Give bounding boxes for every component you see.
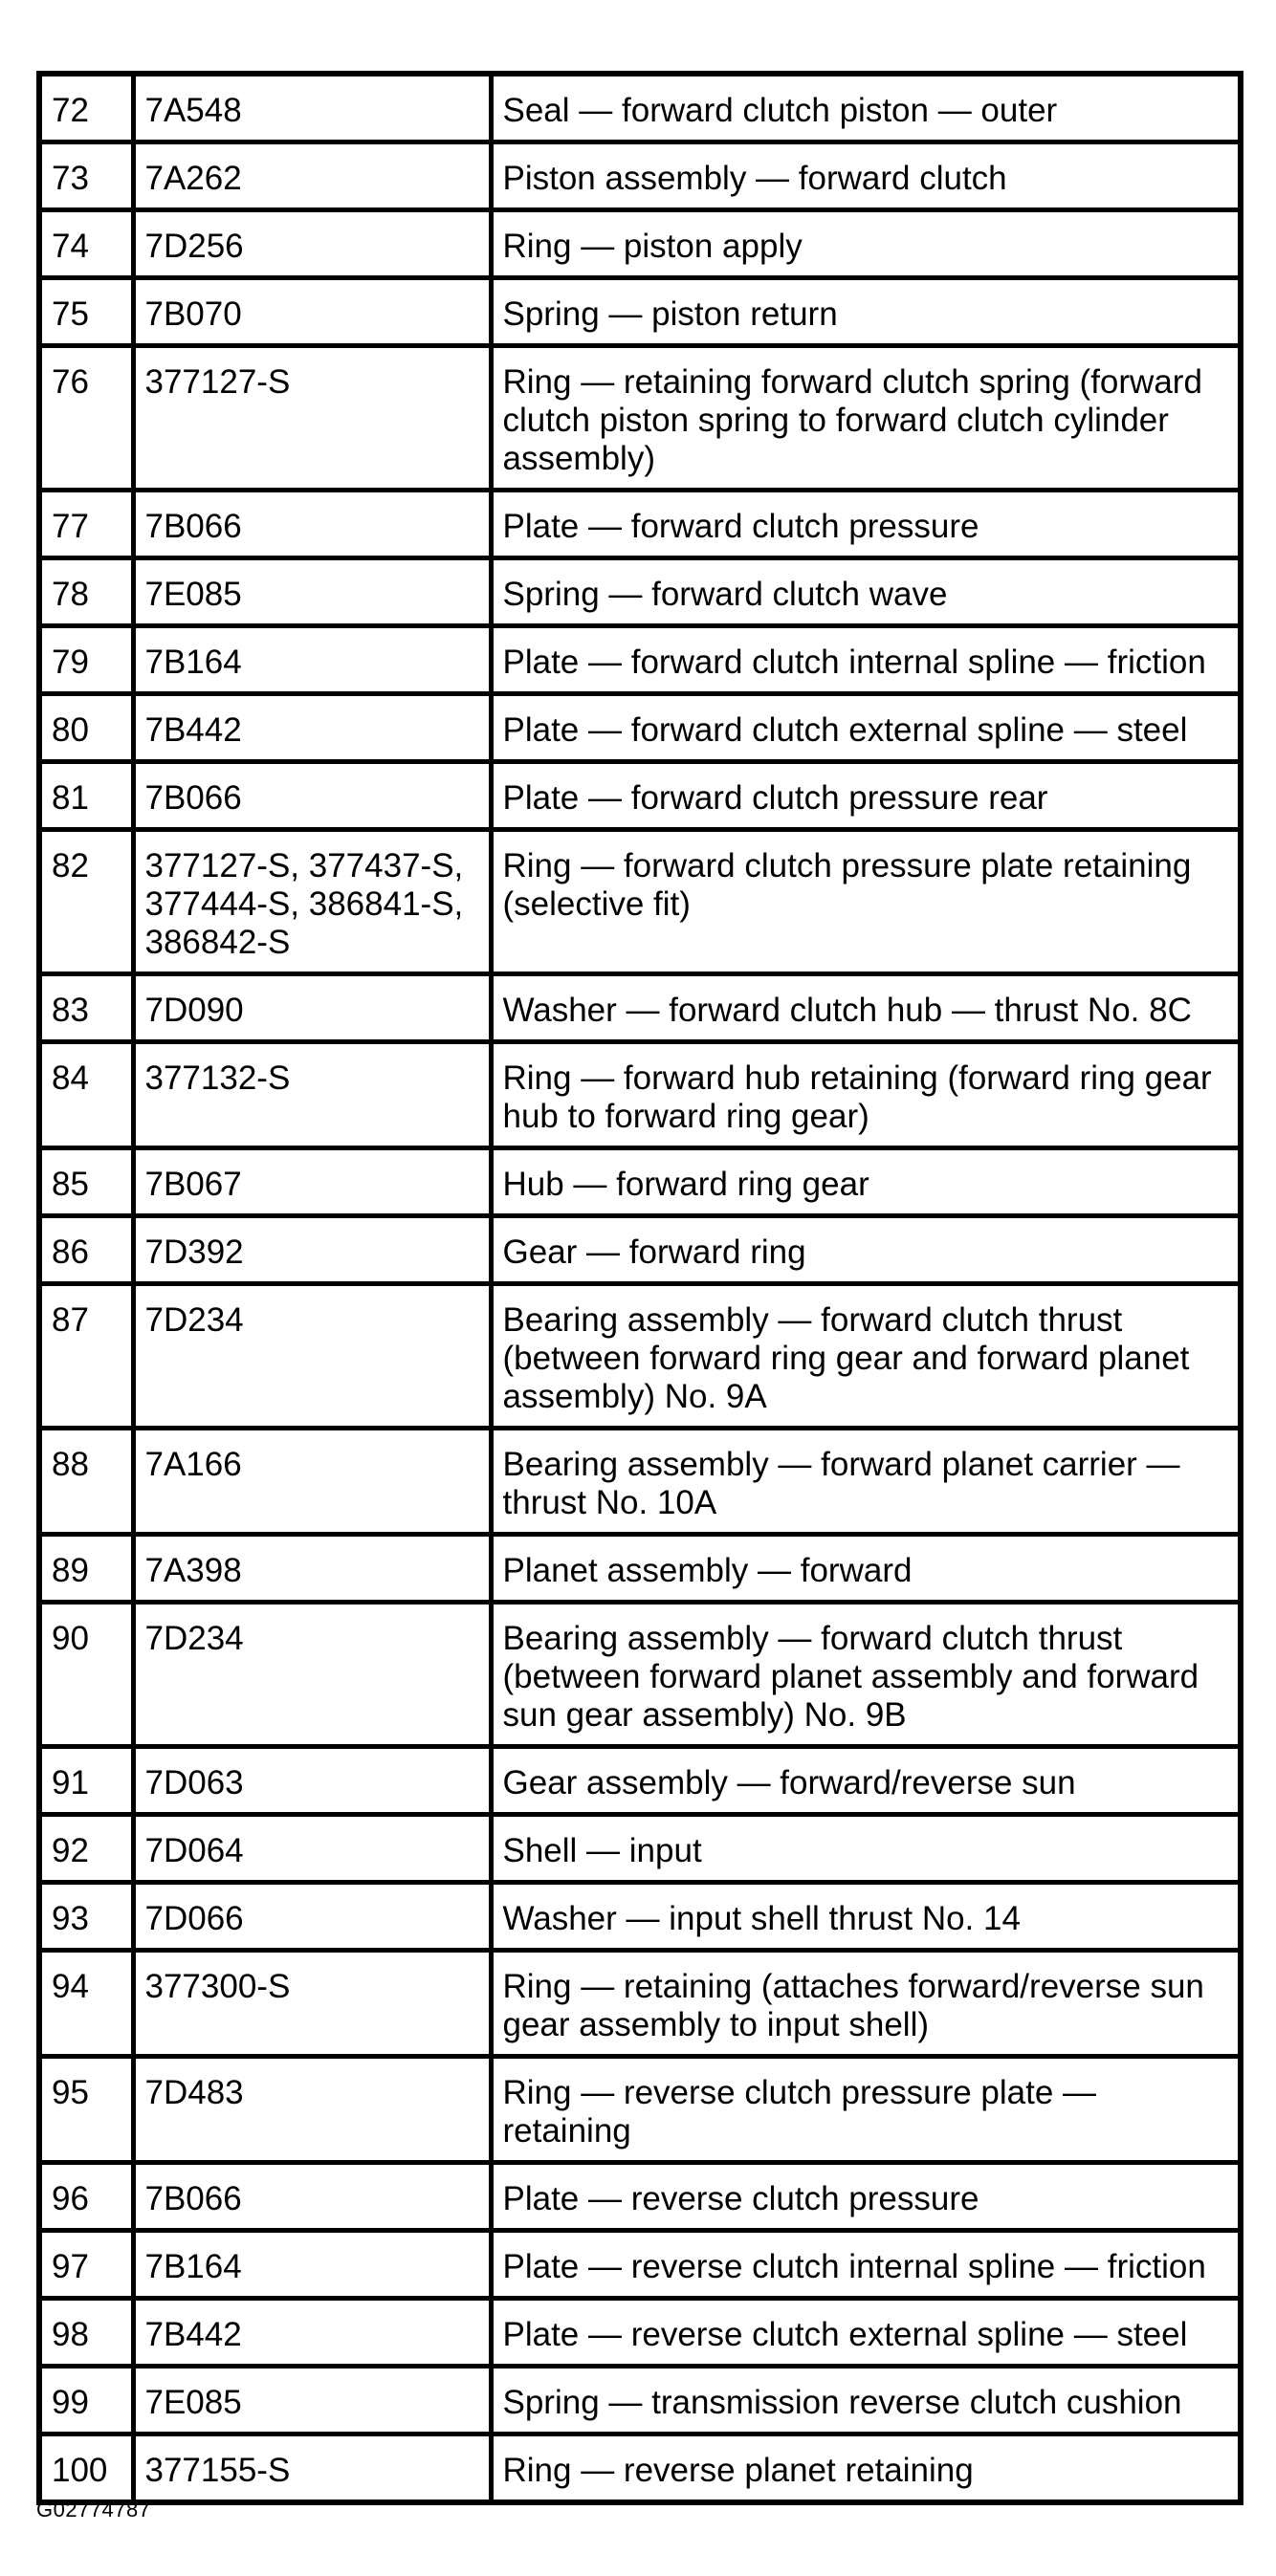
- item-number-cell: 88: [39, 1429, 133, 1535]
- item-number-cell: 77: [39, 491, 133, 558]
- description-cell: Plate — forward clutch pressure rear: [491, 762, 1241, 830]
- description-cell: Ring — forward clutch pressure plate retaining (selective fit): [491, 830, 1241, 974]
- table-row: [39, 1535, 1241, 1603]
- part-number-cell: 377127-S: [133, 346, 491, 491]
- parts-table: [36, 71, 1243, 2505]
- part-number-cell: 7D090: [133, 974, 491, 1042]
- item-number-cell: 73: [39, 142, 133, 210]
- description-cell: Ring — reverse clutch pressure plate — retaining: [491, 2057, 1241, 2163]
- part-number-cell: 7D066: [133, 1883, 491, 1951]
- part-number-cell: 7A166: [133, 1429, 491, 1535]
- description-cell: Seal — forward clutch piston — outer: [491, 74, 1241, 142]
- part-number-cell: 7D256: [133, 210, 491, 278]
- figure-id: G02774787: [36, 2498, 151, 2521]
- description-cell: Piston assembly — forward clutch: [491, 142, 1241, 210]
- part-number-cell: 7B066: [133, 491, 491, 558]
- description-cell: Ring — reverse planet retaining: [491, 2434, 1241, 2503]
- part-number-cell: 7B442: [133, 694, 491, 762]
- part-number-cell: 7D064: [133, 1815, 491, 1883]
- item-number-cell: 80: [39, 694, 133, 762]
- description-cell: Plate — forward clutch pressure: [491, 491, 1241, 558]
- item-number-cell: 92: [39, 1815, 133, 1883]
- part-number-cell: 377155-S: [133, 2434, 491, 2503]
- table-row: [39, 2057, 1241, 2163]
- item-number-cell: 81: [39, 762, 133, 830]
- description-cell: Bearing assembly — forward clutch thrust (between forward planet assembly and forward sun gear assembly) No. 9B: [491, 1603, 1241, 1747]
- item-number-cell: 83: [39, 974, 133, 1042]
- description-cell: Plate — forward clutch internal spline — friction: [491, 626, 1241, 694]
- description-cell: Plate — reverse clutch pressure: [491, 2163, 1241, 2231]
- table-row: [39, 1815, 1241, 1883]
- description-cell: Bearing assembly — forward clutch thrust (between forward ring gear and forward planet assembly) No. 9A: [491, 1284, 1241, 1429]
- part-number-cell: 7E085: [133, 558, 491, 626]
- item-number-cell: 87: [39, 1284, 133, 1429]
- part-number-cell: 7D392: [133, 1216, 491, 1284]
- description-cell: Planet assembly — forward: [491, 1535, 1241, 1603]
- table-row: [39, 1216, 1241, 1284]
- table-row: [39, 1951, 1241, 2057]
- description-cell: Washer — input shell thrust No. 14: [491, 1883, 1241, 1951]
- table-row: [39, 2367, 1241, 2434]
- description-cell: Spring — transmission reverse clutch cushion: [491, 2367, 1241, 2434]
- item-number-cell: 86: [39, 1216, 133, 1284]
- part-number-cell: 7B164: [133, 2231, 491, 2299]
- description-cell: Spring — forward clutch wave: [491, 558, 1241, 626]
- table-row: [39, 2163, 1241, 2231]
- part-number-cell: 7A262: [133, 142, 491, 210]
- table-row: [39, 1042, 1241, 1148]
- table-row: [39, 74, 1241, 142]
- part-number-cell: 7A548: [133, 74, 491, 142]
- table-row: [39, 1747, 1241, 1815]
- part-number-cell: 7B066: [133, 762, 491, 830]
- item-number-cell: 74: [39, 210, 133, 278]
- item-number-cell: 72: [39, 74, 133, 142]
- description-cell: Spring — piston return: [491, 278, 1241, 346]
- table-row: [39, 1284, 1241, 1429]
- item-number-cell: 89: [39, 1535, 133, 1603]
- item-number-cell: 94: [39, 1951, 133, 2057]
- table-row: [39, 210, 1241, 278]
- item-number-cell: 79: [39, 626, 133, 694]
- description-cell: Plate — forward clutch external spline — steel: [491, 694, 1241, 762]
- item-number-cell: 100: [39, 2434, 133, 2503]
- description-cell: Bearing assembly — forward planet carrier — thrust No. 10A: [491, 1429, 1241, 1535]
- table-row: [39, 1148, 1241, 1216]
- item-number-cell: 78: [39, 558, 133, 626]
- part-number-cell: 7B067: [133, 1148, 491, 1216]
- description-cell: Washer — forward clutch hub — thrust No. 8C: [491, 974, 1241, 1042]
- part-number-cell: 377132-S: [133, 1042, 491, 1148]
- part-number-cell: 7D483: [133, 2057, 491, 2163]
- item-number-cell: 82: [39, 830, 133, 974]
- description-cell: Hub — forward ring gear: [491, 1148, 1241, 1216]
- item-number-cell: 98: [39, 2299, 133, 2367]
- part-number-cell: 7D234: [133, 1603, 491, 1747]
- table-row: [39, 2231, 1241, 2299]
- description-cell: Ring — retaining forward clutch spring (forward clutch piston spring to forward clutch cylinder assembly): [491, 346, 1241, 491]
- part-number-cell: 7E085: [133, 2367, 491, 2434]
- table-row: [39, 626, 1241, 694]
- part-number-cell: 7B070: [133, 278, 491, 346]
- table-row: [39, 278, 1241, 346]
- item-number-cell: 96: [39, 2163, 133, 2231]
- item-number-cell: 84: [39, 1042, 133, 1148]
- part-number-cell: 377127-S, 377437-S, 377444-S, 386841-S, 386842-S: [133, 830, 491, 974]
- item-number-cell: 95: [39, 2057, 133, 2163]
- description-cell: Ring — piston apply: [491, 210, 1241, 278]
- part-number-cell: 7D234: [133, 1284, 491, 1429]
- item-number-cell: 93: [39, 1883, 133, 1951]
- table-row: [39, 2299, 1241, 2367]
- part-number-cell: 7B066: [133, 2163, 491, 2231]
- item-number-cell: 76: [39, 346, 133, 491]
- part-number-cell: 7B442: [133, 2299, 491, 2367]
- table-row: [39, 974, 1241, 1042]
- description-cell: Plate — reverse clutch internal spline — friction: [491, 2231, 1241, 2299]
- table-row: [39, 762, 1241, 830]
- description-cell: Gear — forward ring: [491, 1216, 1241, 1284]
- description-cell: Ring — forward hub retaining (forward ring gear hub to forward ring gear): [491, 1042, 1241, 1148]
- part-number-cell: 7A398: [133, 1535, 491, 1603]
- part-number-cell: 377300-S: [133, 1951, 491, 2057]
- description-cell: Plate — reverse clutch external spline — steel: [491, 2299, 1241, 2367]
- item-number-cell: 91: [39, 1747, 133, 1815]
- table-row: [39, 1883, 1241, 1951]
- item-number-cell: 99: [39, 2367, 133, 2434]
- part-number-cell: 7B164: [133, 626, 491, 694]
- description-cell: Ring — retaining (attaches forward/reverse sun gear assembly to input shell): [491, 1951, 1241, 2057]
- part-number-cell: 7D063: [133, 1747, 491, 1815]
- table-row: [39, 142, 1241, 210]
- table-row: [39, 346, 1241, 491]
- parts-table-body: [39, 74, 1241, 2502]
- table-row: [39, 830, 1241, 974]
- table-row: [39, 1429, 1241, 1535]
- item-number-cell: 75: [39, 278, 133, 346]
- table-row: [39, 491, 1241, 558]
- item-number-cell: 85: [39, 1148, 133, 1216]
- table-row: [39, 1603, 1241, 1747]
- description-cell: Shell — input: [491, 1815, 1241, 1883]
- table-row: [39, 558, 1241, 626]
- item-number-cell: 97: [39, 2231, 133, 2299]
- description-cell: Gear assembly — forward/reverse sun: [491, 1747, 1241, 1815]
- table-row: [39, 2434, 1241, 2503]
- item-number-cell: 90: [39, 1603, 133, 1747]
- table-row: [39, 694, 1241, 762]
